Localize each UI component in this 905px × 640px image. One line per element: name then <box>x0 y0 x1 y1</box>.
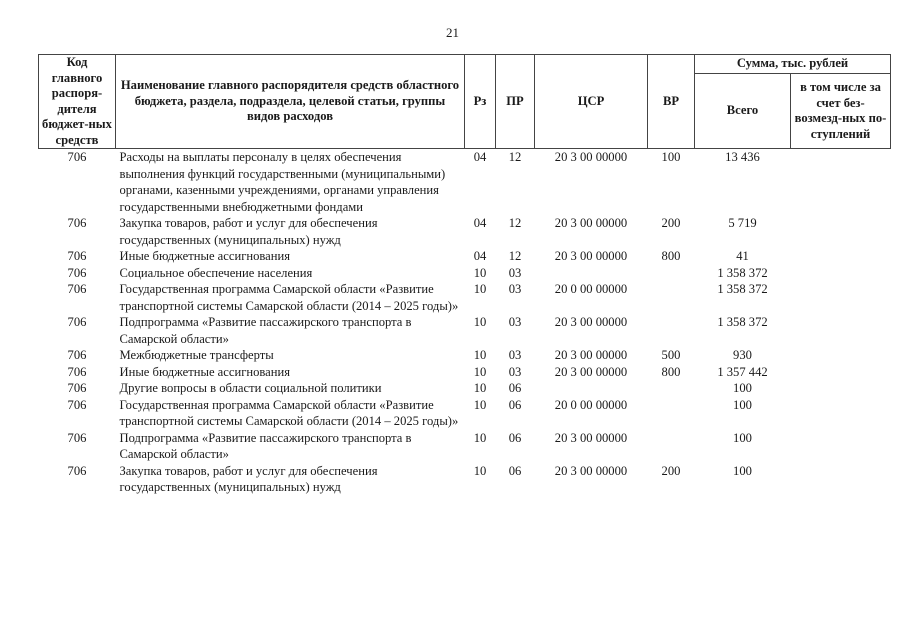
header-code: Код главного распоря-дителя бюджет-ных средств <box>39 55 116 149</box>
cell-pr: 03 <box>508 315 522 329</box>
cell-name: Государственная программа Самарской области «Развитие транспортной системы Самарской области (2014 – 2025 годы)» <box>119 397 459 428</box>
cell-total: 100 <box>733 430 752 445</box>
cell-total: 13 436 <box>725 150 760 164</box>
cell-total: 100 <box>733 463 752 478</box>
cell-code: 706 <box>67 430 87 445</box>
page-number: 21 <box>446 25 459 40</box>
cell-total: 1 358 372 <box>717 315 768 329</box>
table-row <box>39 281 891 314</box>
cell-vr <box>648 314 695 347</box>
cell-free <box>791 364 891 381</box>
cell-vr: 800 <box>661 364 681 379</box>
cell-code: 706 <box>67 265 87 280</box>
cell-csr: 20 3 00 00000 <box>554 249 628 263</box>
header-pr: ПР <box>496 55 535 149</box>
cell-pr: 06 <box>508 397 522 412</box>
cell-rz: 10 <box>473 381 487 395</box>
cell-code: 706 <box>67 397 87 412</box>
cell-pr: 06 <box>508 430 522 445</box>
cell-code: 706 <box>67 381 87 395</box>
header-sum: Сумма, тыс. рублей <box>695 55 891 74</box>
cell-csr: 20 3 00 00000 <box>554 364 628 379</box>
table-row <box>39 380 891 397</box>
cell-vr <box>648 380 695 397</box>
cell-pr: 03 <box>508 265 522 280</box>
cell-pr: 03 <box>508 348 522 362</box>
cell-rz: 10 <box>473 282 487 296</box>
cell-csr <box>535 380 648 397</box>
cell-rz: 10 <box>473 348 487 362</box>
table-row <box>39 364 891 381</box>
cell-name: Другие вопросы в области социальной политики <box>119 381 382 395</box>
table-row <box>39 149 891 216</box>
cell-free <box>791 380 891 397</box>
cell-name: Закупка товаров, работ и услуг для обеспечения государственных (муниципальных) нужд <box>119 216 378 247</box>
cell-vr: 200 <box>661 216 681 230</box>
cell-pr: 03 <box>508 282 522 296</box>
cell-free <box>791 347 891 364</box>
cell-csr: 20 3 00 00000 <box>554 315 628 329</box>
cell-total: 1 358 372 <box>717 265 768 280</box>
cell-pr: 06 <box>508 463 522 478</box>
cell-rz: 04 <box>473 216 487 230</box>
table-header <box>39 55 891 149</box>
cell-vr: 500 <box>661 348 681 362</box>
cell-vr <box>648 281 695 314</box>
table-row <box>39 215 891 248</box>
cell-code: 706 <box>67 463 87 478</box>
cell-total: 5 719 <box>728 216 757 230</box>
cell-free <box>791 248 891 265</box>
cell-rz: 04 <box>473 150 487 164</box>
cell-code: 706 <box>67 315 87 329</box>
cell-rz: 04 <box>473 249 487 263</box>
cell-free <box>791 265 891 282</box>
cell-name: Государственная программа Самарской области «Развитие транспортной системы Самарской области (2014 – 2025 годы)» <box>119 282 459 313</box>
cell-name: Подпрограмма «Развитие пассажирского транспорта в Самарской области» <box>119 315 412 346</box>
cell-code: 706 <box>67 282 87 296</box>
cell-csr: 20 3 00 00000 <box>554 463 628 478</box>
header-vr: ВР <box>648 55 695 149</box>
cell-total: 1 358 372 <box>717 282 768 296</box>
header-csr: ЦСР <box>535 55 648 149</box>
cell-code: 706 <box>67 249 87 263</box>
cell-csr <box>535 265 648 282</box>
cell-code: 706 <box>67 216 87 230</box>
cell-vr <box>648 265 695 282</box>
cell-csr: 20 3 00 00000 <box>554 150 628 164</box>
table-row <box>39 314 891 347</box>
cell-name: Иные бюджетные ассигнования <box>119 249 291 263</box>
table-row <box>39 430 891 463</box>
cell-vr: 200 <box>661 463 681 478</box>
cell-rz: 10 <box>473 265 487 280</box>
cell-vr <box>648 397 695 430</box>
cell-csr: 20 3 00 00000 <box>554 348 628 362</box>
table-row <box>39 463 891 496</box>
cell-free <box>791 430 891 463</box>
cell-csr: 20 3 00 00000 <box>554 216 628 230</box>
cell-total: 41 <box>736 249 749 263</box>
cell-name: Иные бюджетные ассигнования <box>119 364 291 379</box>
table-row <box>39 265 891 282</box>
cell-name: Социальное обеспечение населения <box>119 265 313 280</box>
cell-free <box>791 463 891 496</box>
cell-name: Межбюджетные трансферты <box>119 348 274 362</box>
cell-pr: 03 <box>508 364 522 379</box>
table-row <box>39 347 891 364</box>
cell-free <box>791 149 891 216</box>
cell-csr: 20 0 00 00000 <box>554 397 628 412</box>
cell-code: 706 <box>67 364 87 379</box>
header-name: Наименование главного распорядителя средств областного бюджета, раздела, подраздела, целевой статьи, группы видов расходов <box>116 55 465 149</box>
cell-pr: 12 <box>508 216 522 230</box>
cell-vr: 100 <box>661 150 681 164</box>
cell-total: 100 <box>733 381 752 395</box>
cell-vr <box>648 430 695 463</box>
cell-free <box>791 215 891 248</box>
cell-pr: 06 <box>508 381 522 395</box>
cell-rz: 10 <box>473 397 487 412</box>
cell-csr: 20 0 00 00000 <box>554 282 628 296</box>
cell-pr: 12 <box>508 249 522 263</box>
table-row <box>39 397 891 430</box>
cell-name: Расходы на выплаты персоналу в целях обеспечения выполнения функций государственными (муниципальными) органами, казенными учреждениями, органами управления государственными внебюджетными фондами <box>119 150 446 214</box>
cell-pr: 12 <box>508 150 522 164</box>
table-row <box>39 248 891 265</box>
cell-total: 1 357 442 <box>717 364 768 379</box>
cell-name: Подпрограмма «Развитие пассажирского транспорта в Самарской области» <box>119 430 412 461</box>
cell-free <box>791 281 891 314</box>
cell-free <box>791 397 891 430</box>
cell-csr: 20 3 00 00000 <box>554 430 628 445</box>
cell-rz: 10 <box>473 315 487 329</box>
cell-total: 100 <box>733 397 752 412</box>
budget-table <box>38 54 891 496</box>
cell-code: 706 <box>67 150 87 164</box>
table-body <box>39 149 891 496</box>
cell-rz: 10 <box>473 364 487 379</box>
cell-code: 706 <box>67 348 87 362</box>
cell-rz: 10 <box>473 463 487 478</box>
cell-vr: 800 <box>661 249 681 263</box>
cell-name: Закупка товаров, работ и услуг для обеспечения государственных (муниципальных) нужд <box>119 463 378 494</box>
header-rz: Рз <box>465 55 496 149</box>
cell-rz: 10 <box>473 430 487 445</box>
header-total: Всего <box>695 74 791 149</box>
header-free: в том числе за счет без-возмезд-ных по-ступлений <box>791 74 891 149</box>
cell-free <box>791 314 891 347</box>
cell-total: 930 <box>733 348 752 362</box>
